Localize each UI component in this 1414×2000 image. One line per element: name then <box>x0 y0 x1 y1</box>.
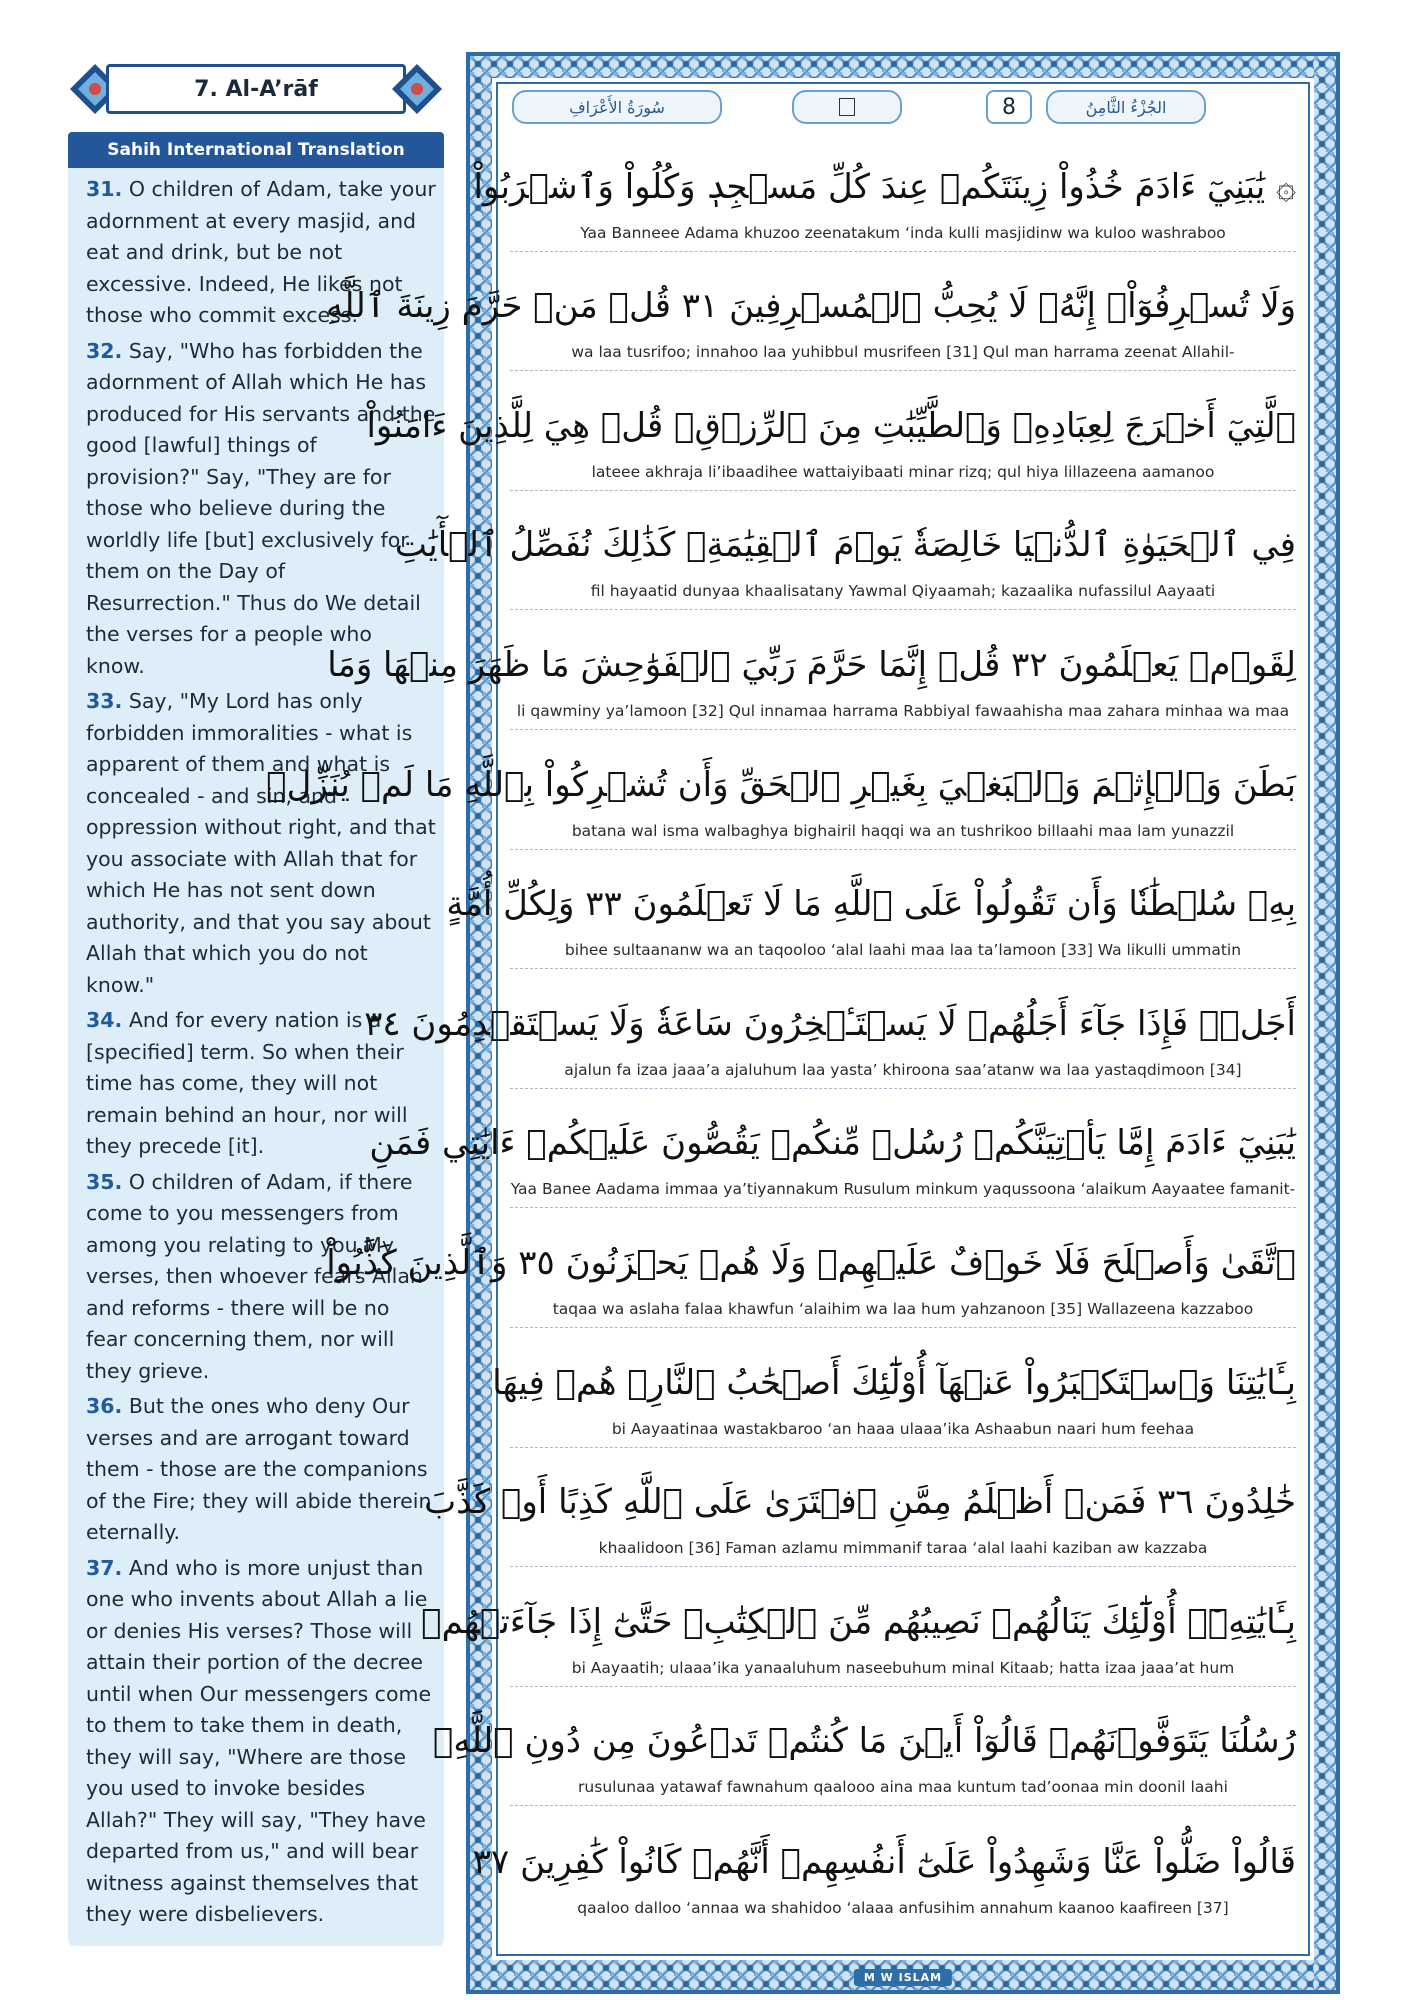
transliteration: Yaa Banneee Adama khuzoo zeenatakum ‘inda kulli masjidinw wa kuloo washraboo <box>580 223 1226 242</box>
transliteration: bi Aayaatinaa wastakbaroo ‘an haaa ulaaa’ika Ashaabun naari hum feehaa <box>611 1419 1195 1438</box>
verse-translation <box>86 336 436 683</box>
mushaf-line <box>326 1208 1296 1328</box>
hizb-marker <box>792 90 902 124</box>
arabic-text: ۞ يَٰبَنِيٓ ءَادَمَ خُذُواْ زِينَتَكُمۡ عِندَ كُلِّ مَسۡجِدٖ وَكُلُواْ وَٱشۡرَبُواْ <box>473 166 1296 207</box>
verse-number: 35. <box>86 1169 123 1194</box>
transliteration: lateee akhraja li’ibaadihee wattaiyibaati minar rizq; qul hiya lillazeena aamanoo <box>591 462 1215 481</box>
mushaf-lines <box>266 132 1296 1926</box>
page-number: 8 <box>986 90 1032 124</box>
mushaf-line <box>266 730 1296 850</box>
verse-number: 37. <box>86 1555 123 1580</box>
verse-translation <box>86 1553 436 1931</box>
mushaf-page <box>266 52 1340 1994</box>
mushaf-line <box>421 1567 1296 1687</box>
mushaf-header <box>500 86 1306 128</box>
brand-logo: M W ISLAM <box>854 1969 952 1986</box>
verse-translation <box>86 1391 436 1549</box>
arabic-text: خَٰلِدُونَ ٣٦ فَمَنۡ أَظۡلَمُ مِمَّنِ ٱفۡتَرَىٰ عَلَى ٱللَّهِ كَذِبًا أَوۡ كَذَّبَ <box>424 1482 1296 1523</box>
verse-text: But the ones who deny Our verses and are arrogant toward them - those are the companions of the Fire; they will abide therein eternally. <box>86 1394 432 1544</box>
transliteration: ajalun fa izaa jaaa’a ajaluhum laa yasta’ khiroona saa’atanw wa laa yastaqdimoon [34] <box>564 1060 1242 1079</box>
arabic-text: بِـَٔايَٰتِنَا وَٱسۡتَكۡبَرُواْ عَنۡهَآ أُوْلَٰٓئِكَ أَصۡحَٰبُ ٱلنَّارِۖ هُمۡ فِيهَا <box>492 1362 1296 1403</box>
mushaf-line <box>327 610 1296 730</box>
arabic-text: بَطَنَ وَٱلۡإِثۡمَ وَٱلۡبَغۡيَ بِغَيۡرِ ٱلۡحَقِّ وَأَن تُشۡرِكُواْ بِٱللَّهِ مَا لَمۡ يُنَزِّلۡ <box>266 764 1296 805</box>
arabic-text: ٱتَّقَىٰ وَأَصۡلَحَ فَلَا خَوۡفٌ عَلَيۡهِمۡ وَلَا هُمۡ يَحۡزَنُونَ ٣٥ وَٱلَّذِينَ كَذَّبُواْ <box>326 1242 1296 1283</box>
verse-text: O children of Adam, if there come to you messengers from among you relating to you My verses, then whoever fears Allah and reforms - there will be no fear concerning them, nor will they grieve. <box>86 1169 423 1383</box>
surah-title: 7. Al-A’rāf <box>194 76 318 102</box>
square-icon <box>839 98 855 116</box>
mushaf-line <box>366 371 1296 491</box>
arabic-text: بِـَٔايَٰتِهِۦٓۚ أُوْلَٰٓئِكَ يَنَالُهُمۡ نَصِيبُهُم مِّنَ ٱلۡكِتَٰبِۖ حَتَّىٰٓ إِذَا جَآءَتۡهُمۡ <box>421 1601 1296 1642</box>
mushaf-line <box>472 1806 1296 1926</box>
verse-text: Say, "My Lord has only forbidden immoralities - what is apparent of them and what is concealed - and sin, and oppression without right, and that you associate with Allah that for which He has not sent down authority, and that you say about Allah that which you do not know." <box>86 689 436 997</box>
verse-number: 31. <box>86 177 123 201</box>
arabic-text: بِهِۦ سُلۡطَٰنٗا وَأَن تَقُولُواْ عَلَى ٱللَّهِ مَا لَا تَعۡلَمُونَ ٣٣ وَلِكُلِّ أُمَّةٍ <box>446 884 1296 925</box>
verse-number: 32. <box>86 338 123 363</box>
transliteration: li qawminy ya’lamoon [32] Qul innamaa harrama Rabbiyal fawaahisha maa zahara minhaa wa maa <box>516 701 1290 720</box>
mushaf-line <box>424 1448 1296 1568</box>
transliteration: khaalidoon [36] Faman azlamu mimmanif taraa ‘alal laahi kaziban aw kazzaba <box>598 1539 1208 1558</box>
juz-name-arabic: الجُزْءُ الثَّامِنُ <box>1046 90 1206 124</box>
mushaf-line <box>473 132 1296 252</box>
transliteration: Yaa Banee Aadama immaa ya’tiyannakum Rusulum minkum yaqussoona ‘alaikum Aayaatee famanit- <box>510 1180 1296 1199</box>
verse-translation <box>86 686 436 1001</box>
verse-number: 33. <box>86 689 123 713</box>
mushaf-line <box>394 491 1296 611</box>
mushaf-line <box>369 1089 1296 1209</box>
transliteration: qaaloo dalloo ‘annaa wa shahidoo ‘alaaa anfusihim annahum kaanoo kaafireen [37] <box>577 1898 1229 1917</box>
mushaf-line <box>492 1328 1296 1448</box>
transliteration: wa laa tusrifoo; innahoo laa yuhibbul musrifeen [31] Qul man harrama zeenat Allahil- <box>571 343 1235 362</box>
verse-text: Say, "Who has forbidden the adornment of Allah which He has produced for His servants and the good [lawful] things of provision?" Say, "They are for those who believe during the worldly life [but] exclusively for them on the Day of Resurrection." Thus do We detail the verses for a people who know. <box>86 338 436 678</box>
ornament-right-icon <box>390 62 444 116</box>
verse-number: 34. <box>86 1008 123 1032</box>
translation-header: Sahih International Translation <box>68 132 444 168</box>
mushaf-line <box>325 252 1296 372</box>
verse-text: And who is more unjust than one who invents about Allah a lie or denies His verses? Those will attain their portion of the decree until when Our messengers come to them to take them in death, they will say, "Where are those you used to invoke besides Allah?" They will say, "They have departed from us," and will bear witness against themselves that they were disbelievers. <box>86 1555 432 1926</box>
surah-title-frame <box>106 64 406 114</box>
transliteration: fil hayaatid dunyaa khaalisatany Yawmal Qiyaamah; kazaalika nufassilul Aayaati <box>590 582 1216 601</box>
mushaf-line <box>364 969 1296 1089</box>
surah-name-arabic: سُورَةُ الأَعْرَافِ <box>512 90 722 124</box>
border-pattern-right <box>1314 56 1336 1990</box>
verse-number: 36. <box>86 1394 123 1418</box>
transliteration: bihee sultaananw wa an taqooloo ‘alal laahi maa laa ta’lamoon [33] Wa likulli ummatin <box>564 941 1242 960</box>
arabic-text: فِي ٱلۡحَيَوٰةِ ٱلدُّنۡيَا خَالِصَةٗ يَوۡمَ ٱلۡقِيَٰمَةِۗ كَذَٰلِكَ نُفَصِّلُ ٱلۡأٓيَٰتِ <box>394 525 1296 566</box>
arabic-text: لِقَوۡمٖ يَعۡلَمُونَ ٣٢ قُلۡ إِنَّمَا حَرَّمَ رَبِّيَ ٱلۡفَوَٰحِشَ مَا ظَهَرَ مِنۡهَا وَمَا <box>327 644 1296 685</box>
transliteration: batana wal isma walbaghya bighairil haqqi wa an tushrikoo billaahi maa lam yunazzil <box>571 821 1235 840</box>
arabic-text: قَالُواْ ضَلُّواْ عَنَّا وَشَهِدُواْ عَلَىٰٓ أَنفُسِهِمۡ أَنَّهُمۡ كَانُواْ كَٰفِرِينَ ٣٧ <box>472 1841 1296 1882</box>
arabic-text: أَجَلٞۖ فَإِذَا جَآءَ أَجَلُهُمۡ لَا يَسۡتَـٔۡخِرُونَ سَاعَةٗ وَلَا يَسۡتَقۡدِمُونَ ٣٤ <box>364 1003 1296 1044</box>
surah-title-banner <box>68 56 444 122</box>
arabic-text: وَلَا تُسۡرِفُوٓاْۚ إِنَّهُۥ لَا يُحِبُّ ٱلۡمُسۡرِفِينَ ٣١ قُلۡ مَنۡ حَرَّمَ زِينَةَ ٱللَّهِ <box>325 286 1296 327</box>
arabic-text: رُسُلُنَا يَتَوَفَّوۡنَهُمۡ قَالُوٓاْ أَيۡنَ مَا كُنتُمۡ تَدۡعُونَ مِن دُونِ ٱللَّهِۖ <box>432 1721 1296 1762</box>
transliteration: bi Aayaatih; ulaaa’ika yanaaluhum naseebuhum minal Kitaab; hatta izaa jaaa’at hum <box>571 1658 1235 1677</box>
mushaf-line <box>432 1687 1296 1807</box>
verse-text: O children of Adam, take your adornment at every masjid, and eat and drink, but be not excessive. Indeed, He likes not those who commit excess. <box>86 177 436 327</box>
verse-text: And for every nation is a [specified] term. So when their time has come, they will not remain behind an hour, nor will they precede [it]. <box>86 1008 408 1158</box>
mushaf-line <box>446 850 1296 970</box>
border-pattern-top <box>470 56 1336 78</box>
arabic-text: يَٰبَنِيٓ ءَادَمَ إِمَّا يَأۡتِيَنَّكُمۡ رُسُلٞ مِّنكُمۡ يَقُصُّونَ عَلَيۡكُمۡ ءَايَٰتِي فَمَنِ <box>369 1123 1296 1164</box>
transliteration: rusulunaa yatawaf fawnahum qaalooo aina maa kuntum tad’oonaa min doonil laahi <box>578 1778 1228 1797</box>
arabic-text: ٱلَّتِيٓ أَخۡرَجَ لِعِبَادِهِۦ وَٱلطَّيِّبَٰتِ مِنَ ٱلرِّزۡقِۚ قُلۡ هِيَ لِلَّذِينَ ءَامَنُواْ <box>366 405 1296 446</box>
transliteration: taqaa wa aslaha falaa khawfun ‘alaihim wa laa hum yahzanoon [35] Wallazeena kazzaboo <box>552 1299 1254 1318</box>
